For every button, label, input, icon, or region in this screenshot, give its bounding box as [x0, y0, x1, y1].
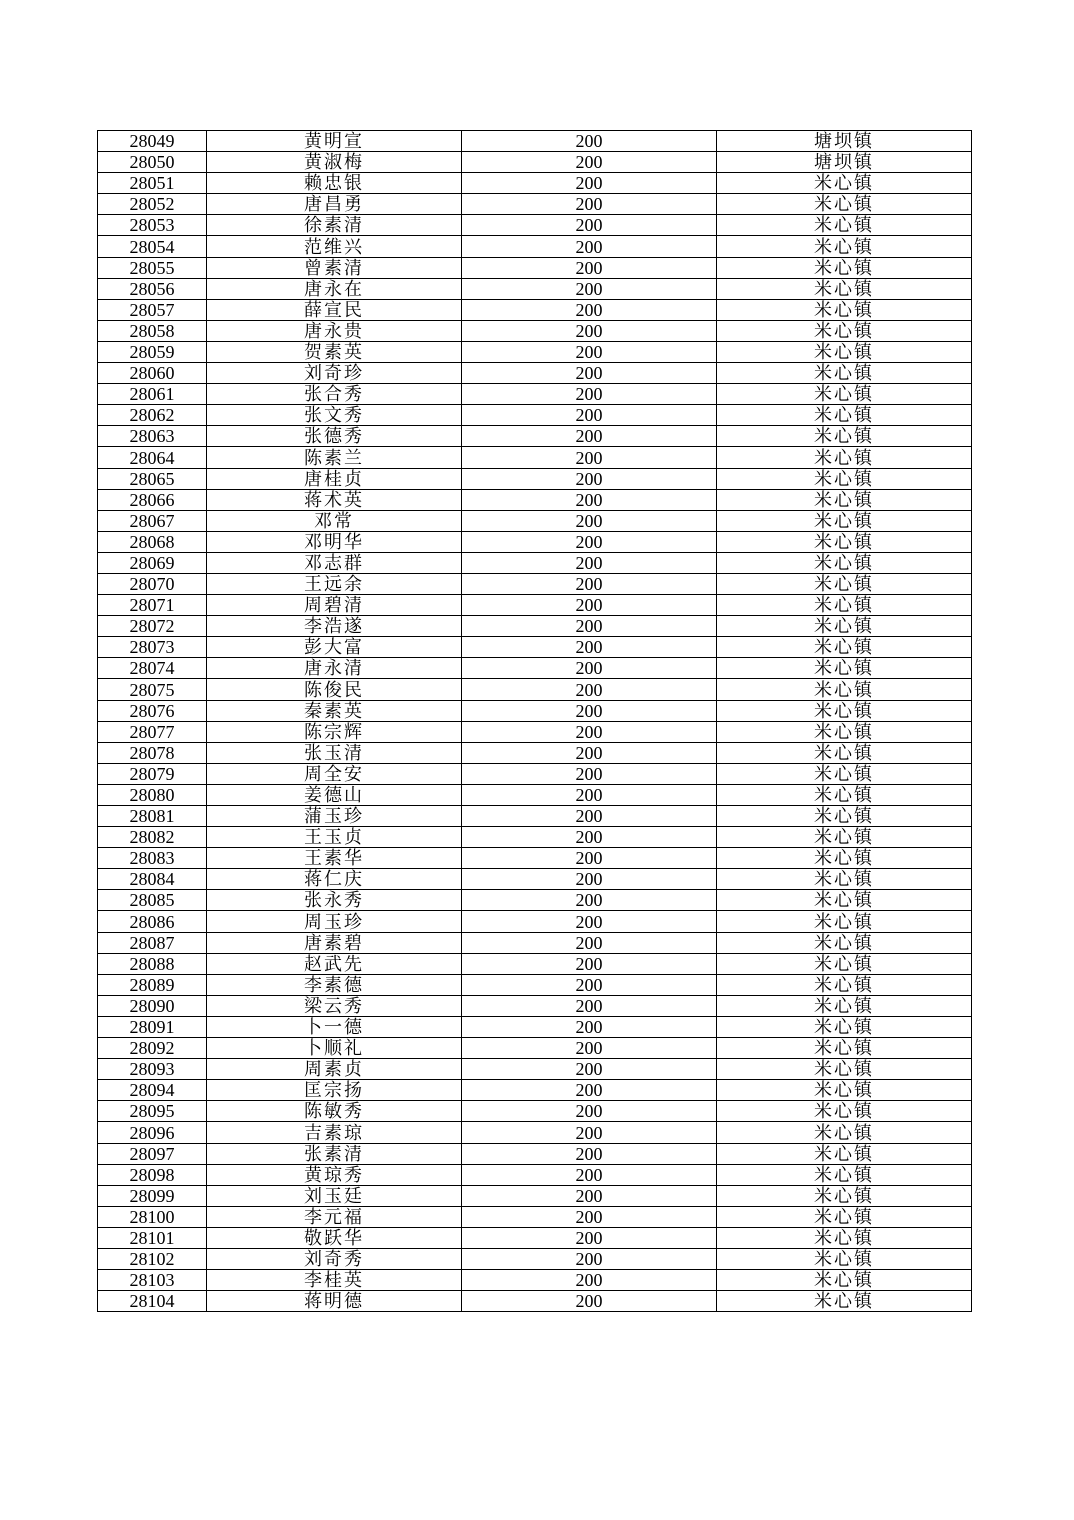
- person-name-cell: 张素清: [207, 1143, 462, 1164]
- person-name-cell: 陈敏秀: [207, 1101, 462, 1122]
- record-number-cell: 28091: [98, 1016, 207, 1037]
- person-name-cell: 王玉贞: [207, 827, 462, 848]
- town-cell: 米心镇: [717, 679, 972, 700]
- person-name-cell: 周玉珍: [207, 911, 462, 932]
- record-number-cell: 28084: [98, 869, 207, 890]
- amount-cell: 200: [462, 215, 717, 236]
- person-name-cell: 张合秀: [207, 384, 462, 405]
- person-name-cell: 陈俊民: [207, 679, 462, 700]
- person-name-cell: 李浩遂: [207, 616, 462, 637]
- table-row: [98, 173, 972, 194]
- town-cell: 米心镇: [717, 658, 972, 679]
- amount-cell: 200: [462, 236, 717, 257]
- table-row: [98, 1248, 972, 1269]
- amount-cell: 200: [462, 637, 717, 658]
- amount-cell: 200: [462, 784, 717, 805]
- record-number-cell: 28067: [98, 510, 207, 531]
- person-name-cell: 陈素兰: [207, 447, 462, 468]
- amount-cell: 200: [462, 932, 717, 953]
- table-row: [98, 194, 972, 215]
- person-name-cell: 陈宗辉: [207, 721, 462, 742]
- record-number-cell: 28093: [98, 1059, 207, 1080]
- record-number-cell: 28064: [98, 447, 207, 468]
- amount-cell: 200: [462, 320, 717, 341]
- person-name-cell: 敬跃华: [207, 1227, 462, 1248]
- town-cell: 米心镇: [717, 363, 972, 384]
- amount-cell: 200: [462, 1059, 717, 1080]
- amount-cell: 200: [462, 953, 717, 974]
- amount-cell: 200: [462, 1016, 717, 1037]
- record-number-cell: 28068: [98, 531, 207, 552]
- person-name-cell: 周碧清: [207, 595, 462, 616]
- table-row: [98, 658, 972, 679]
- amount-cell: 200: [462, 131, 717, 152]
- table-row: [98, 131, 972, 152]
- town-cell: 米心镇: [717, 1248, 972, 1269]
- amount-cell: 200: [462, 995, 717, 1016]
- table-row: [98, 932, 972, 953]
- amount-cell: 200: [462, 890, 717, 911]
- table-row: [98, 1122, 972, 1143]
- record-number-cell: 28104: [98, 1291, 207, 1312]
- person-name-cell: 吉素琼: [207, 1122, 462, 1143]
- town-cell: 米心镇: [717, 173, 972, 194]
- amount-cell: 200: [462, 299, 717, 320]
- town-cell: 米心镇: [717, 215, 972, 236]
- town-cell: 米心镇: [717, 1122, 972, 1143]
- person-name-cell: 张文秀: [207, 405, 462, 426]
- record-number-cell: 28050: [98, 152, 207, 173]
- record-number-cell: 28081: [98, 806, 207, 827]
- person-name-cell: 黄明宣: [207, 131, 462, 152]
- record-number-cell: 28074: [98, 658, 207, 679]
- amount-cell: 200: [462, 616, 717, 637]
- amount-cell: 200: [462, 405, 717, 426]
- amount-cell: 200: [462, 1206, 717, 1227]
- record-number-cell: 28058: [98, 320, 207, 341]
- person-name-cell: 徐素清: [207, 215, 462, 236]
- table-row: [98, 1016, 972, 1037]
- town-cell: 米心镇: [717, 974, 972, 995]
- amount-cell: 200: [462, 869, 717, 890]
- person-name-cell: 姜德山: [207, 784, 462, 805]
- town-cell: 米心镇: [717, 637, 972, 658]
- town-cell: 米心镇: [717, 1270, 972, 1291]
- table-row: [98, 1206, 972, 1227]
- table-row: [98, 763, 972, 784]
- table-row: [98, 299, 972, 320]
- record-number-cell: 28073: [98, 637, 207, 658]
- person-name-cell: 邓明华: [207, 531, 462, 552]
- town-cell: 米心镇: [717, 405, 972, 426]
- record-number-cell: 28101: [98, 1227, 207, 1248]
- person-name-cell: 邓志群: [207, 552, 462, 573]
- amount-cell: 200: [462, 173, 717, 194]
- record-number-cell: 28092: [98, 1038, 207, 1059]
- person-name-cell: 蒲玉珍: [207, 806, 462, 827]
- record-number-cell: 28078: [98, 742, 207, 763]
- table-row: [98, 552, 972, 573]
- amount-cell: 200: [462, 384, 717, 405]
- town-cell: 米心镇: [717, 1185, 972, 1206]
- person-name-cell: 李桂英: [207, 1270, 462, 1291]
- amount-cell: 200: [462, 1164, 717, 1185]
- table-row: [98, 700, 972, 721]
- table-row: [98, 995, 972, 1016]
- person-name-cell: 刘玉廷: [207, 1185, 462, 1206]
- roster-sheet: [97, 130, 972, 1312]
- person-name-cell: 周全安: [207, 763, 462, 784]
- person-name-cell: 邓常: [207, 510, 462, 531]
- record-number-cell: 28094: [98, 1080, 207, 1101]
- record-number-cell: 28057: [98, 299, 207, 320]
- table-row: [98, 1080, 972, 1101]
- amount-cell: 200: [462, 341, 717, 362]
- record-number-cell: 28077: [98, 721, 207, 742]
- table-row: [98, 806, 972, 827]
- person-name-cell: 蒋明德: [207, 1291, 462, 1312]
- record-number-cell: 28095: [98, 1101, 207, 1122]
- amount-cell: 200: [462, 658, 717, 679]
- amount-cell: 200: [462, 1101, 717, 1122]
- person-name-cell: 刘奇秀: [207, 1248, 462, 1269]
- record-number-cell: 28087: [98, 932, 207, 953]
- amount-cell: 200: [462, 848, 717, 869]
- table-row: [98, 363, 972, 384]
- record-number-cell: 28066: [98, 489, 207, 510]
- amount-cell: 200: [462, 510, 717, 531]
- person-name-cell: 贺素英: [207, 341, 462, 362]
- table-row: [98, 616, 972, 637]
- town-cell: 米心镇: [717, 1206, 972, 1227]
- amount-cell: 200: [462, 1143, 717, 1164]
- record-number-cell: 28088: [98, 953, 207, 974]
- person-name-cell: 黄淑梅: [207, 152, 462, 173]
- person-name-cell: 唐永清: [207, 658, 462, 679]
- town-cell: 米心镇: [717, 468, 972, 489]
- table-row: [98, 405, 972, 426]
- person-name-cell: 秦素英: [207, 700, 462, 721]
- roster-table-body: [98, 131, 972, 1312]
- person-name-cell: 黄琼秀: [207, 1164, 462, 1185]
- person-name-cell: 张玉清: [207, 742, 462, 763]
- amount-cell: 200: [462, 278, 717, 299]
- record-number-cell: 28083: [98, 848, 207, 869]
- record-number-cell: 28082: [98, 827, 207, 848]
- town-cell: 米心镇: [717, 510, 972, 531]
- person-name-cell: 唐永在: [207, 278, 462, 299]
- table-row: [98, 1185, 972, 1206]
- table-row: [98, 236, 972, 257]
- table-row: [98, 1059, 972, 1080]
- record-number-cell: 28070: [98, 573, 207, 594]
- table-row: [98, 1038, 972, 1059]
- record-number-cell: 28090: [98, 995, 207, 1016]
- table-row: [98, 827, 972, 848]
- amount-cell: 200: [462, 1227, 717, 1248]
- record-number-cell: 28098: [98, 1164, 207, 1185]
- record-number-cell: 28079: [98, 763, 207, 784]
- person-name-cell: 唐桂贞: [207, 468, 462, 489]
- table-row: [98, 911, 972, 932]
- table-row: [98, 848, 972, 869]
- town-cell: 米心镇: [717, 531, 972, 552]
- record-number-cell: 28056: [98, 278, 207, 299]
- person-name-cell: 赖忠银: [207, 173, 462, 194]
- amount-cell: 200: [462, 1291, 717, 1312]
- table-row: [98, 152, 972, 173]
- amount-cell: 200: [462, 1038, 717, 1059]
- town-cell: 米心镇: [717, 911, 972, 932]
- person-name-cell: 周素贞: [207, 1059, 462, 1080]
- town-cell: 米心镇: [717, 848, 972, 869]
- person-name-cell: 彭大富: [207, 637, 462, 658]
- record-number-cell: 28086: [98, 911, 207, 932]
- table-row: [98, 426, 972, 447]
- amount-cell: 200: [462, 573, 717, 594]
- person-name-cell: 李元福: [207, 1206, 462, 1227]
- amount-cell: 200: [462, 257, 717, 278]
- record-number-cell: 28065: [98, 468, 207, 489]
- town-cell: 米心镇: [717, 299, 972, 320]
- person-name-cell: 卜顺礼: [207, 1038, 462, 1059]
- person-name-cell: 刘奇珍: [207, 363, 462, 384]
- town-cell: 塘坝镇: [717, 131, 972, 152]
- amount-cell: 200: [462, 426, 717, 447]
- person-name-cell: 范维兴: [207, 236, 462, 257]
- record-number-cell: 28080: [98, 784, 207, 805]
- amount-cell: 200: [462, 806, 717, 827]
- amount-cell: 200: [462, 152, 717, 173]
- record-number-cell: 28103: [98, 1270, 207, 1291]
- table-row: [98, 1101, 972, 1122]
- person-name-cell: 王远余: [207, 573, 462, 594]
- amount-cell: 200: [462, 1080, 717, 1101]
- amount-cell: 200: [462, 827, 717, 848]
- person-name-cell: 唐昌勇: [207, 194, 462, 215]
- record-number-cell: 28053: [98, 215, 207, 236]
- record-number-cell: 28102: [98, 1248, 207, 1269]
- person-name-cell: 卜一德: [207, 1016, 462, 1037]
- roster-table: [97, 130, 972, 1312]
- amount-cell: 200: [462, 1270, 717, 1291]
- amount-cell: 200: [462, 194, 717, 215]
- table-row: [98, 890, 972, 911]
- amount-cell: 200: [462, 1248, 717, 1269]
- table-row: [98, 953, 972, 974]
- record-number-cell: 28099: [98, 1185, 207, 1206]
- table-row: [98, 215, 972, 236]
- town-cell: 米心镇: [717, 573, 972, 594]
- record-number-cell: 28076: [98, 700, 207, 721]
- town-cell: 米心镇: [717, 1101, 972, 1122]
- town-cell: 米心镇: [717, 426, 972, 447]
- amount-cell: 200: [462, 742, 717, 763]
- person-name-cell: 梁云秀: [207, 995, 462, 1016]
- town-cell: 米心镇: [717, 489, 972, 510]
- record-number-cell: 28100: [98, 1206, 207, 1227]
- record-number-cell: 28085: [98, 890, 207, 911]
- table-row: [98, 257, 972, 278]
- town-cell: 塘坝镇: [717, 152, 972, 173]
- record-number-cell: 28055: [98, 257, 207, 278]
- town-cell: 米心镇: [717, 616, 972, 637]
- amount-cell: 200: [462, 911, 717, 932]
- town-cell: 米心镇: [717, 827, 972, 848]
- person-name-cell: 曾素清: [207, 257, 462, 278]
- town-cell: 米心镇: [717, 278, 972, 299]
- record-number-cell: 28072: [98, 616, 207, 637]
- town-cell: 米心镇: [717, 742, 972, 763]
- person-name-cell: 唐永贵: [207, 320, 462, 341]
- table-row: [98, 510, 972, 531]
- table-row: [98, 1164, 972, 1185]
- record-number-cell: 28051: [98, 173, 207, 194]
- amount-cell: 200: [462, 721, 717, 742]
- town-cell: 米心镇: [717, 953, 972, 974]
- town-cell: 米心镇: [717, 320, 972, 341]
- town-cell: 米心镇: [717, 384, 972, 405]
- amount-cell: 200: [462, 552, 717, 573]
- town-cell: 米心镇: [717, 595, 972, 616]
- person-name-cell: 李素德: [207, 974, 462, 995]
- town-cell: 米心镇: [717, 447, 972, 468]
- table-row: [98, 784, 972, 805]
- town-cell: 米心镇: [717, 890, 972, 911]
- table-row: [98, 447, 972, 468]
- table-row: [98, 384, 972, 405]
- record-number-cell: 28063: [98, 426, 207, 447]
- person-name-cell: 张德秀: [207, 426, 462, 447]
- town-cell: 米心镇: [717, 1080, 972, 1101]
- amount-cell: 200: [462, 363, 717, 384]
- town-cell: 米心镇: [717, 1143, 972, 1164]
- table-row: [98, 1227, 972, 1248]
- table-row: [98, 974, 972, 995]
- record-number-cell: 28096: [98, 1122, 207, 1143]
- table-row: [98, 320, 972, 341]
- person-name-cell: 张永秀: [207, 890, 462, 911]
- person-name-cell: 匡宗扬: [207, 1080, 462, 1101]
- amount-cell: 200: [462, 1185, 717, 1206]
- person-name-cell: 薛宣民: [207, 299, 462, 320]
- person-name-cell: 蒋术英: [207, 489, 462, 510]
- amount-cell: 200: [462, 700, 717, 721]
- record-number-cell: 28075: [98, 679, 207, 700]
- town-cell: 米心镇: [717, 1059, 972, 1080]
- town-cell: 米心镇: [717, 194, 972, 215]
- amount-cell: 200: [462, 974, 717, 995]
- record-number-cell: 28089: [98, 974, 207, 995]
- table-row: [98, 869, 972, 890]
- town-cell: 米心镇: [717, 721, 972, 742]
- table-row: [98, 721, 972, 742]
- record-number-cell: 28049: [98, 131, 207, 152]
- amount-cell: 200: [462, 1122, 717, 1143]
- town-cell: 米心镇: [717, 932, 972, 953]
- town-cell: 米心镇: [717, 257, 972, 278]
- table-row: [98, 1270, 972, 1291]
- record-number-cell: 28061: [98, 384, 207, 405]
- record-number-cell: 28054: [98, 236, 207, 257]
- town-cell: 米心镇: [717, 1227, 972, 1248]
- record-number-cell: 28071: [98, 595, 207, 616]
- amount-cell: 200: [462, 595, 717, 616]
- amount-cell: 200: [462, 489, 717, 510]
- amount-cell: 200: [462, 679, 717, 700]
- table-row: [98, 1291, 972, 1312]
- table-row: [98, 1143, 972, 1164]
- table-row: [98, 489, 972, 510]
- person-name-cell: 王素华: [207, 848, 462, 869]
- town-cell: 米心镇: [717, 1164, 972, 1185]
- table-row: [98, 637, 972, 658]
- town-cell: 米心镇: [717, 700, 972, 721]
- table-row: [98, 341, 972, 362]
- town-cell: 米心镇: [717, 1291, 972, 1312]
- town-cell: 米心镇: [717, 806, 972, 827]
- town-cell: 米心镇: [717, 341, 972, 362]
- amount-cell: 200: [462, 447, 717, 468]
- table-row: [98, 468, 972, 489]
- record-number-cell: 28060: [98, 363, 207, 384]
- table-row: [98, 531, 972, 552]
- record-number-cell: 28052: [98, 194, 207, 215]
- record-number-cell: 28062: [98, 405, 207, 426]
- town-cell: 米心镇: [717, 763, 972, 784]
- town-cell: 米心镇: [717, 784, 972, 805]
- amount-cell: 200: [462, 468, 717, 489]
- table-row: [98, 278, 972, 299]
- person-name-cell: 蒋仁庆: [207, 869, 462, 890]
- record-number-cell: 28059: [98, 341, 207, 362]
- town-cell: 米心镇: [717, 552, 972, 573]
- record-number-cell: 28069: [98, 552, 207, 573]
- table-row: [98, 573, 972, 594]
- table-row: [98, 742, 972, 763]
- table-row: [98, 595, 972, 616]
- person-name-cell: 唐素碧: [207, 932, 462, 953]
- town-cell: 米心镇: [717, 1038, 972, 1059]
- person-name-cell: 赵武先: [207, 953, 462, 974]
- amount-cell: 200: [462, 531, 717, 552]
- town-cell: 米心镇: [717, 869, 972, 890]
- record-number-cell: 28097: [98, 1143, 207, 1164]
- amount-cell: 200: [462, 763, 717, 784]
- town-cell: 米心镇: [717, 995, 972, 1016]
- town-cell: 米心镇: [717, 1016, 972, 1037]
- table-row: [98, 679, 972, 700]
- town-cell: 米心镇: [717, 236, 972, 257]
